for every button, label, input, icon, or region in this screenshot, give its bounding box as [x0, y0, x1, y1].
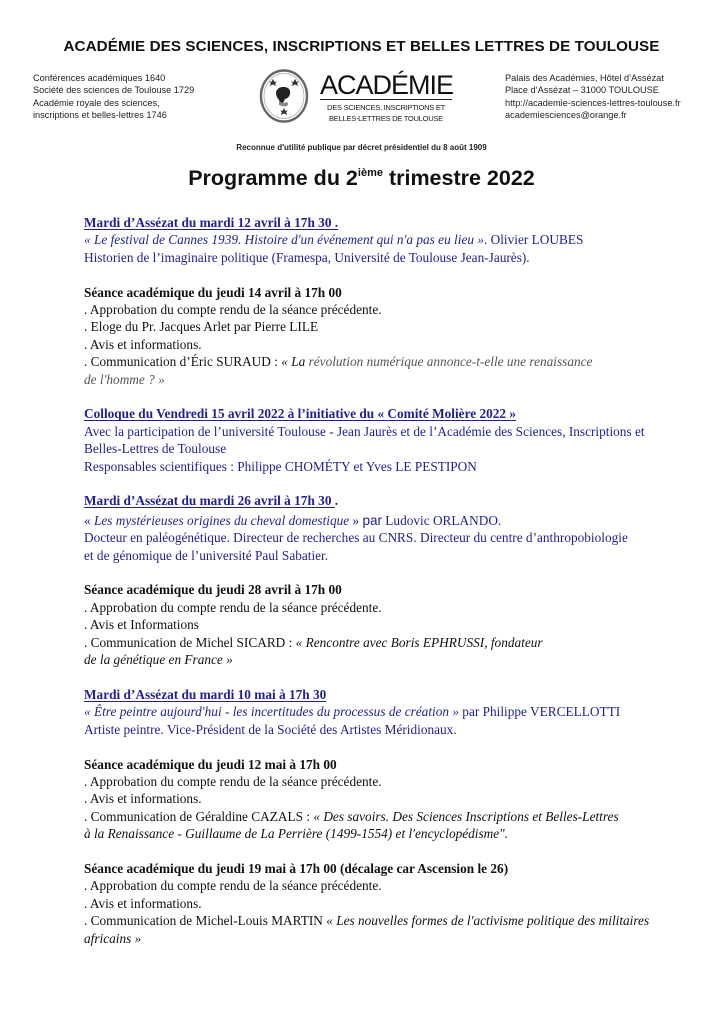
logo-subtitle [316, 102, 456, 124]
programme-list [84, 214, 720, 964]
speaker-name: Ludovic ORLANDO. [381, 512, 502, 528]
logo-subtitle-line: BELLES-LETTRES DE TOULOUSE [329, 114, 443, 123]
event-heading-tail: . [334, 493, 339, 509]
agenda-item: . Approbation du compte rendu de la séance précédente. [84, 773, 382, 789]
event-heading: Colloque du Vendredi 15 avril 2022 à l’initiative du « Comité Molière 2022 » [84, 406, 517, 422]
event-heading: Séance académique du jeudi 19 mai à 17h 00 (décalage car Ascension le 26) [84, 860, 509, 876]
academy-full-name: ACADÉMIE DES SCIENCES, INSCRIPTIONS ET BELLES LETTRES DE TOULOUSE [63, 38, 660, 55]
speaker-bio: et de génomique de l’université Paul Sabatier. [84, 547, 329, 563]
agenda-item: . Avis et informations. [84, 336, 202, 352]
event-heading: Séance académique du jeudi 12 mai à 17h 00 [84, 756, 337, 772]
talk-title-continued: de l'homme ? » [84, 371, 165, 387]
speaker-bio: Docteur en paléogénétique. Directeur de recherches au CNRS. Directeur du centre d’anthropobiologie [84, 530, 628, 546]
communication-speaker: . Communication de Géraldine CAZALS : [84, 808, 314, 824]
talk-title: « Rencontre avec Boris EPHRUSSI, fondateur [295, 634, 543, 650]
event-description: Avec la participation de l’université Toulouse - Jean Jaurès et de l’Académie des Sciences, Inscriptions et [84, 423, 645, 439]
event-mardi-26-avril [84, 492, 720, 564]
agenda-item: . Avis et informations. [84, 791, 202, 807]
talk-title-continued: de la génétique en France » [84, 652, 233, 668]
agenda-item-communication [84, 912, 720, 929]
agenda-item-communication [84, 634, 720, 651]
event-mardi-12-avril [84, 214, 720, 266]
talk-title: « Les nouvelles formes de l'activisme politique des militaires [326, 913, 650, 929]
talk-title: « La [281, 354, 306, 370]
talk-title: révolution numérique annonce-t-elle une renaissance [305, 354, 593, 370]
talk-title: « Des savoirs. Des Sciences Inscriptions et Belles-Lettres [313, 808, 619, 824]
event-heading: Séance académique du jeudi 28 avril à 17h 00 [84, 582, 342, 598]
talk-title: « Le festival de Cannes 1939. Histoire d'un événement qui n'a pas eu lieu » [84, 232, 484, 248]
communication-speaker: . Communication de Michel-Louis MARTIN [84, 913, 327, 929]
logo-wordmark: ACADÉMIE [320, 70, 454, 100]
event-seance-12-mai [84, 756, 720, 843]
history-line: Conférences académiques 1640 [33, 73, 166, 83]
talk-title: « Être peintre aujourd'hui - les incertitudes du processus de création » [84, 704, 459, 720]
event-colloque-15-avril [84, 405, 720, 475]
address-line: Palais des Académies, Hôtel d’Assézat [505, 73, 664, 83]
speaker-bio: Artiste peintre. Vice-Président de la Société des Artistes Méridionaux. [84, 721, 457, 737]
history-line: inscriptions et belles-lettres 1746 [33, 109, 167, 120]
communication-speaker: . Communication de Michel SICARD : [84, 634, 296, 650]
history-list [33, 72, 194, 121]
event-seance-28-avril [84, 581, 720, 668]
quote-mark: « [84, 512, 94, 528]
event-heading: Mardi d’Assézat du mardi 26 avril à 17h 30 [84, 493, 335, 509]
agenda-item-communication [84, 353, 720, 370]
talk-title: Les mystérieuses origines du cheval domestique [93, 512, 350, 528]
agenda-item: . Avis et Informations [84, 617, 199, 633]
talk-title-continued: africains » [84, 930, 142, 946]
agenda-item: . Avis et informations. [84, 895, 202, 911]
event-heading: Mardi d’Assézat du mardi 10 mai à 17h 30 [84, 686, 327, 702]
page-title [0, 166, 723, 191]
title-text: Programme du 2 [188, 166, 358, 190]
address-line: Place d’Assézat – 31000 TOULOUSE [505, 85, 659, 96]
agenda-item: . Approbation du compte rendu de la séance précédente. [84, 599, 382, 615]
academy-crest-icon [258, 68, 310, 124]
title-text: trimestre 2022 [382, 166, 535, 190]
history-line: Académie royale des sciences, [33, 97, 160, 108]
agenda-item-communication [84, 808, 720, 825]
speaker-name: . Olivier LOUBES [483, 232, 584, 248]
title-superscript: ième [357, 167, 383, 179]
decree-notice: Reconnue d'utilité publique par décret présidentiel du 8 août 1909 [236, 143, 487, 152]
website-link[interactable]: http://academie-sciences-lettres-toulouse.fr [505, 97, 681, 108]
agenda-item: . Approbation du compte rendu de la séance précédente. [84, 302, 382, 318]
by-word: par [362, 512, 382, 528]
speaker-name: par Philippe VERCELLOTTI [458, 704, 621, 720]
event-description: Belles-Lettres de Toulouse [84, 441, 227, 457]
agenda-item: . Eloge du Pr. Jacques Arlet par Pierre LILE [84, 319, 319, 335]
contact-info [505, 72, 681, 121]
logo-subtitle-line: DES SCIENCES, INSCRIPTIONS ET [327, 103, 445, 112]
event-seance-14-avril [84, 284, 720, 388]
event-heading: Mardi d’Assézat du mardi 12 avril à 17h 30 . [84, 215, 339, 230]
event-organizers: Responsables scientifiques : Philippe CHOMÉTY et Yves LE PESTIPON [84, 458, 477, 474]
speaker-bio: Historien de l’imaginaire politique (Framespa, Université de Toulouse Jean-Jaurès). [84, 249, 530, 265]
quote-mark: » [349, 512, 363, 528]
history-line: Société des sciences de Toulouse 1729 [33, 85, 195, 96]
event-heading: Séance académique du jeudi 14 avril à 17h 00 [84, 284, 342, 300]
agenda-item: . Approbation du compte rendu de la séance précédente. [84, 878, 382, 894]
talk-title-continued: à la Renaissance - Guillaume de La Perrière (1499-1554) et l'encyclopédisme". [84, 826, 509, 842]
event-seance-19-mai [84, 860, 720, 947]
email-link[interactable]: academiesciences@orange.fr [505, 109, 627, 120]
event-mardi-10-mai [84, 686, 720, 738]
communication-speaker: . Communication d’Éric SURAUD : [84, 354, 282, 370]
